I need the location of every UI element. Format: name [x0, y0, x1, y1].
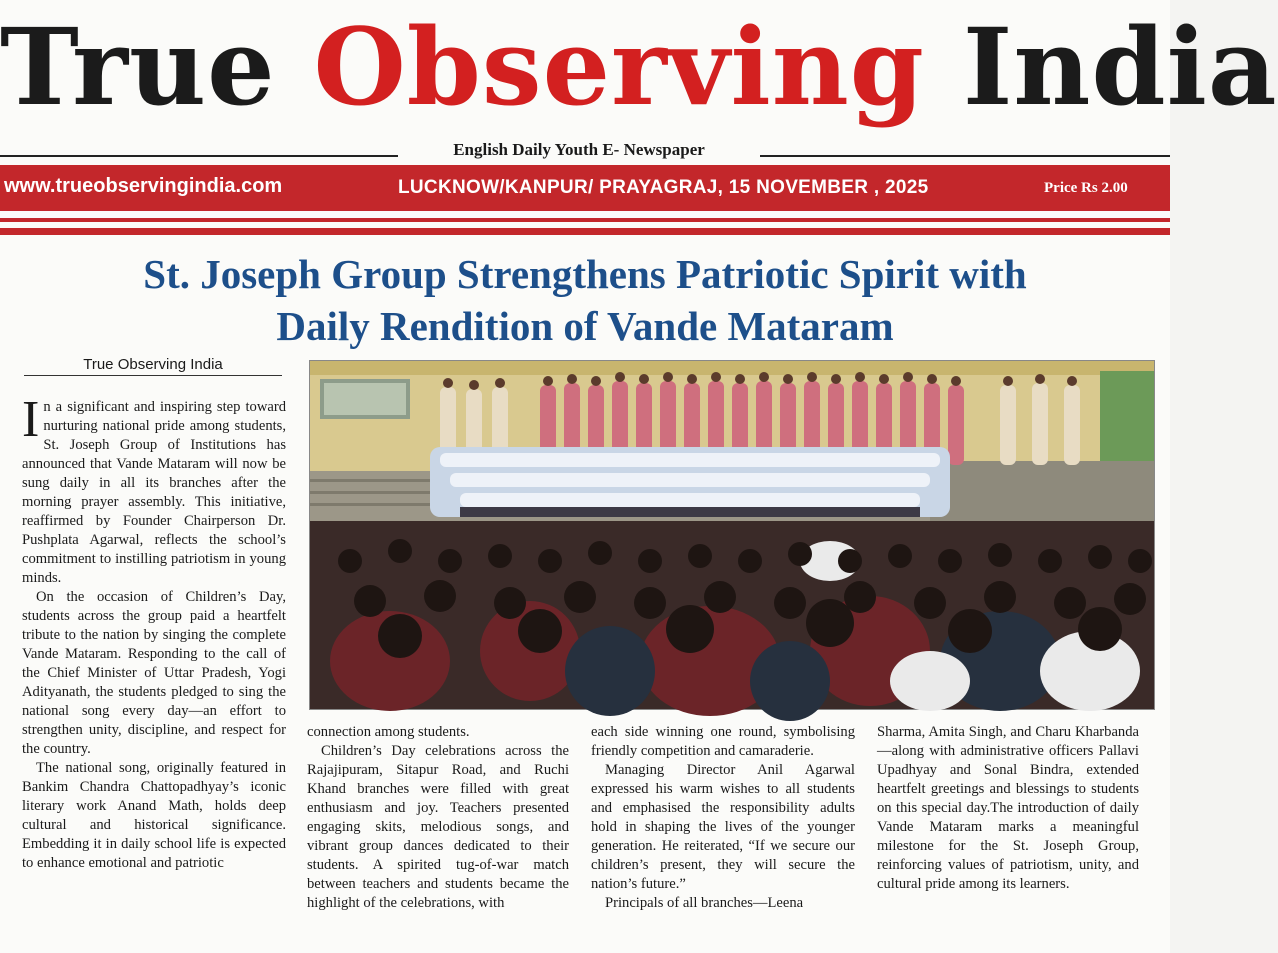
paragraph: connection among students.	[307, 724, 470, 740]
article-column-3	[591, 723, 855, 913]
masthead-word-true: True	[0, 4, 276, 129]
masthead-subtitle: English Daily Youth E- Newspaper	[453, 140, 705, 159]
masthead-word-observing: Observing	[313, 4, 925, 129]
dateline-banner	[0, 165, 1170, 211]
banner-rule-thick	[0, 228, 1170, 235]
paragraph: On the occasion of Children’s Day, students across the group paid a heartfelt tribute to the nation by singing the complete Vande Mataram. Responding to the call of the Chief Minister of Uttar Pradesh, Yogi Adityanath, the students pledged to sing the national song every day—an effort to strengthen unity, discipline, and respect for the country.	[22, 589, 286, 757]
paragraph: The national song, originally featured in Bankim Chandra Chattopadhyay’s iconic literary work Anand Math, holds deep cultural and historical significance. Embedding it in daily school life is expected to enhance emotional and patriotic	[22, 760, 286, 871]
article-column-1	[22, 391, 286, 873]
banner-rule-thin	[0, 218, 1170, 222]
price-label: Price Rs 2.00	[1044, 180, 1128, 196]
paragraph	[22, 391, 286, 588]
website-url[interactable]: www.trueobservingindia.com	[4, 175, 283, 197]
paragraph: Principals of all branches—Leena	[605, 895, 804, 911]
paragraph: each side winning one round, symbolising friendly competition and camaraderie.	[591, 724, 855, 759]
headline-line-1: St. Joseph Group Strengthens Patriotic Spirit with	[143, 251, 1027, 297]
assembly-photo	[309, 360, 1155, 710]
drop-cap: I	[22, 391, 40, 448]
paragraph-text: n a significant and inspiring step toward nurturing national pride among students, St. Joseph Group of Institutions has announced that Vande Mataram will now be sung daily in all its branches after the morning prayer assembly. This initiative, reaffirmed by Founder Chairperson Dr. Pushplata Agarwal, reflects the school’s commitment to instilling patriotism in young minds.	[22, 399, 286, 586]
edition-place-date: LUCKNOW/KANPUR/ PRAYAGRAJ, 15 NOVEMBER , 2025	[398, 177, 929, 198]
masthead-rule-right	[760, 155, 1170, 157]
paragraph: Children’s Day celebrations across the Rajajipuram, Sitapur Road, and Ruchi Khand branches were filled with great enthusiasm and joy. Teachers presented engaging skits, melodious songs, and vibrant group dances dedicated to their students. A spirited tug-of-war match between teachers and students became the highlight of the celebrations, with	[307, 743, 569, 911]
headline-line-2: Daily Rendition of Vande Mataram	[276, 303, 894, 349]
paragraph: Sharma, Amita Singh, and Charu Kharbanda—along with administrative officers Pallavi Upadhyay and Sonal Bindra, extended heartfelt greetings and blessings to students on this special day.The introduction of daily Vande Mataram marks a meaningful milestone for the St. Joseph Group, reinforcing values of patriotism, unity, and cultural pride among its learners.	[877, 724, 1139, 892]
article-column-2	[307, 723, 569, 913]
students-assembly-image	[310, 361, 1154, 709]
masthead-word-india: India	[962, 4, 1278, 129]
article-column-4	[877, 723, 1139, 894]
article-headline	[20, 248, 1150, 352]
masthead-title	[0, 4, 1278, 129]
paragraph: Managing Director Anil Agarwal expressed his warm wishes to all students and emphasised the responsibility adults hold in shaping the lives of the younger generation. He reiterated, “If we secure our children’s present, they will secure the nation’s future.”	[591, 762, 855, 892]
article-byline: True Observing India	[24, 356, 282, 376]
masthead-rule-left	[0, 155, 398, 157]
